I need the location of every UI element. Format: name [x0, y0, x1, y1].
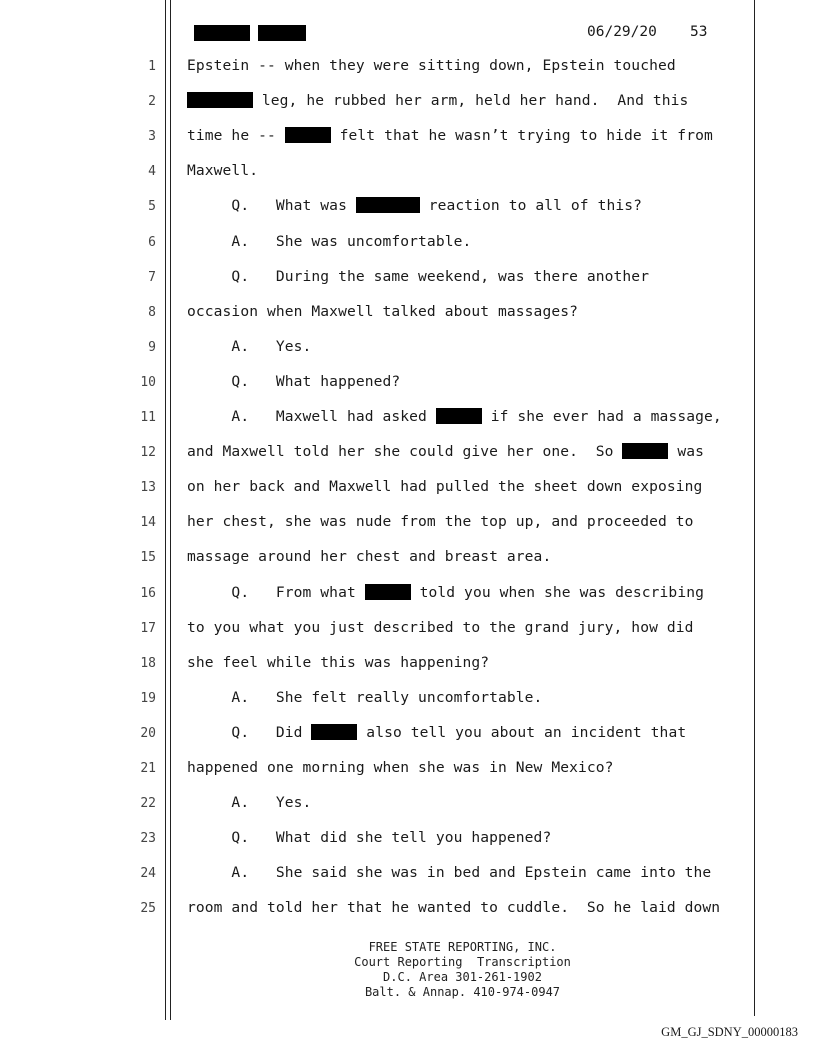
line-number: 19	[140, 690, 156, 706]
transcript-line	[0, 57, 816, 79]
line-text-segment: A. Maxwell had asked	[187, 408, 436, 425]
transcript-line	[0, 233, 816, 255]
redaction-block	[622, 443, 668, 459]
line-number: 13	[140, 480, 156, 496]
line-text-segment: Epstein -- when they were sitting down, Epstein touched	[187, 57, 676, 74]
line-text-segment: reaction to all of this?	[419, 197, 642, 215]
line-number: 8	[148, 304, 156, 320]
transcript-line	[0, 689, 816, 711]
transcript-line	[0, 303, 816, 325]
transcript-line	[0, 338, 816, 360]
line-text-segment: leg, he rubbed her arm, held her hand. And this	[253, 92, 689, 110]
line-text-segment: room and told her that he wanted to cuddle. So he laid down	[187, 899, 721, 917]
line-number: 15	[140, 550, 156, 566]
line-text	[187, 724, 686, 741]
line-text-segment: to you what you just described to the grand jury, how did	[187, 618, 694, 636]
reporter-footer	[290, 940, 635, 1000]
line-text-segment: A. She was uncomfortable.	[187, 232, 472, 250]
transcript-line	[0, 619, 816, 641]
line-text-segment: happened one morning when she was in New Mexico?	[187, 759, 614, 776]
transcript-line	[0, 794, 816, 816]
line-number: 18	[140, 655, 156, 671]
transcript-line	[0, 864, 816, 886]
transcript-line	[0, 408, 816, 430]
transcript-line	[0, 197, 816, 219]
line-text	[187, 654, 489, 671]
line-text	[187, 829, 551, 846]
line-text	[187, 197, 642, 214]
line-number: 4	[148, 164, 156, 180]
transcript-line	[0, 268, 816, 290]
line-text	[187, 57, 676, 74]
line-number: 12	[140, 445, 156, 461]
line-number: 24	[140, 866, 156, 882]
line-text-segment: A. She said she was in bed and Epstein came into the	[187, 864, 712, 882]
redaction-block	[356, 197, 420, 213]
line-number: 6	[148, 234, 156, 250]
line-text	[187, 268, 649, 285]
line-text	[187, 759, 614, 776]
footer-service: Court Reporting Transcription	[354, 955, 571, 969]
line-text-segment: A. She felt really uncomfortable.	[187, 688, 543, 706]
transcript-line	[0, 724, 816, 746]
line-number: 16	[140, 585, 156, 601]
line-text-segment: A. Yes.	[187, 337, 312, 355]
footer-company: FREE STATE REPORTING, INC.	[368, 940, 557, 954]
line-text	[187, 443, 704, 460]
transcript-line	[0, 478, 816, 500]
line-number: 5	[148, 199, 156, 215]
line-text-segment: Q. During the same weekend, was there another	[187, 267, 650, 285]
line-text-segment: her chest, she was nude from the top up, and proceeded to	[187, 513, 694, 531]
line-number: 7	[148, 269, 156, 285]
transcript-line	[0, 513, 816, 535]
line-text-segment: felt that he wasn’t trying to hide it from	[330, 127, 713, 145]
transcript-line	[0, 899, 816, 921]
line-number: 3	[148, 129, 156, 145]
redaction-block	[285, 127, 331, 143]
line-text	[187, 689, 542, 706]
line-text-segment: Q. Did	[187, 723, 312, 741]
transcript-line	[0, 759, 816, 781]
line-text	[187, 794, 311, 811]
line-number: 22	[140, 796, 156, 812]
line-number: 11	[140, 410, 156, 425]
transcript-line	[0, 373, 816, 395]
line-text	[187, 864, 711, 881]
line-text-segment: A. Yes.	[187, 794, 312, 812]
transcript-line	[0, 584, 816, 606]
line-number: 14	[140, 515, 156, 531]
line-text	[187, 162, 258, 179]
line-text	[187, 548, 551, 565]
line-text-segment: was	[668, 443, 704, 461]
line-number: 17	[140, 620, 156, 636]
line-text-segment: Q. What did she tell you happened?	[187, 829, 552, 847]
line-text	[187, 92, 688, 109]
redaction-block	[187, 92, 253, 108]
transcript-line	[0, 443, 816, 465]
line-text	[187, 338, 311, 355]
line-text	[187, 303, 578, 320]
line-text-segment: Maxwell.	[187, 162, 259, 180]
line-text	[187, 233, 471, 250]
transcript-line	[0, 162, 816, 184]
line-number: 20	[140, 725, 156, 741]
line-text	[187, 584, 704, 601]
redaction-block	[258, 25, 306, 41]
transcript-line	[0, 654, 816, 676]
line-text-segment: she feel while this was happening?	[187, 653, 490, 671]
redaction-block	[365, 584, 411, 600]
line-text-segment: also tell you about an incident that	[357, 723, 687, 741]
line-number: 1	[148, 59, 156, 74]
transcript-line	[0, 92, 816, 114]
line-text-segment: massage around her chest and breast area.	[187, 548, 552, 566]
line-text-segment: and Maxwell told her she could give her one. So	[187, 443, 623, 461]
transcript-line	[0, 127, 816, 149]
line-number: 21	[140, 761, 156, 776]
line-text-segment: if she ever had a massage,	[481, 408, 722, 425]
redaction-block	[311, 724, 357, 740]
footer-phone-balt: Balt. & Annap. 410-974-0947	[364, 985, 561, 999]
transcript-line	[0, 829, 816, 851]
line-text-segment: Q. What was	[187, 197, 356, 215]
line-number: 23	[140, 831, 156, 847]
line-text	[187, 373, 400, 390]
line-text-segment: told you when she was describing	[410, 583, 704, 601]
header-date: 06/29/20	[587, 24, 657, 40]
line-text-segment: on her back and Maxwell had pulled the sheet down exposing	[187, 478, 703, 496]
transcript-line	[0, 548, 816, 570]
line-text-segment: occasion when Maxwell talked about massages?	[187, 302, 578, 320]
footer-phone-dc: D.C. Area 301-261-1902	[383, 970, 542, 984]
page-header	[190, 23, 710, 43]
header-page-number: 53	[690, 24, 708, 40]
bates-number: GM_GJ_SDNY_00000183	[661, 1025, 798, 1039]
line-number: 2	[148, 94, 156, 110]
line-number: 25	[140, 901, 156, 917]
line-text	[187, 899, 720, 916]
redaction-block	[436, 408, 482, 424]
line-text	[187, 478, 702, 495]
line-text	[187, 513, 694, 530]
line-text-segment: Q. What happened?	[187, 372, 401, 390]
line-number: 9	[148, 339, 156, 355]
line-text-segment: time he --	[187, 127, 285, 145]
line-text	[187, 127, 713, 144]
line-text-segment: Q. From what	[187, 583, 365, 601]
line-text	[187, 619, 694, 636]
line-number: 10	[140, 374, 156, 390]
line-text	[187, 408, 722, 425]
redaction-block	[194, 25, 250, 41]
